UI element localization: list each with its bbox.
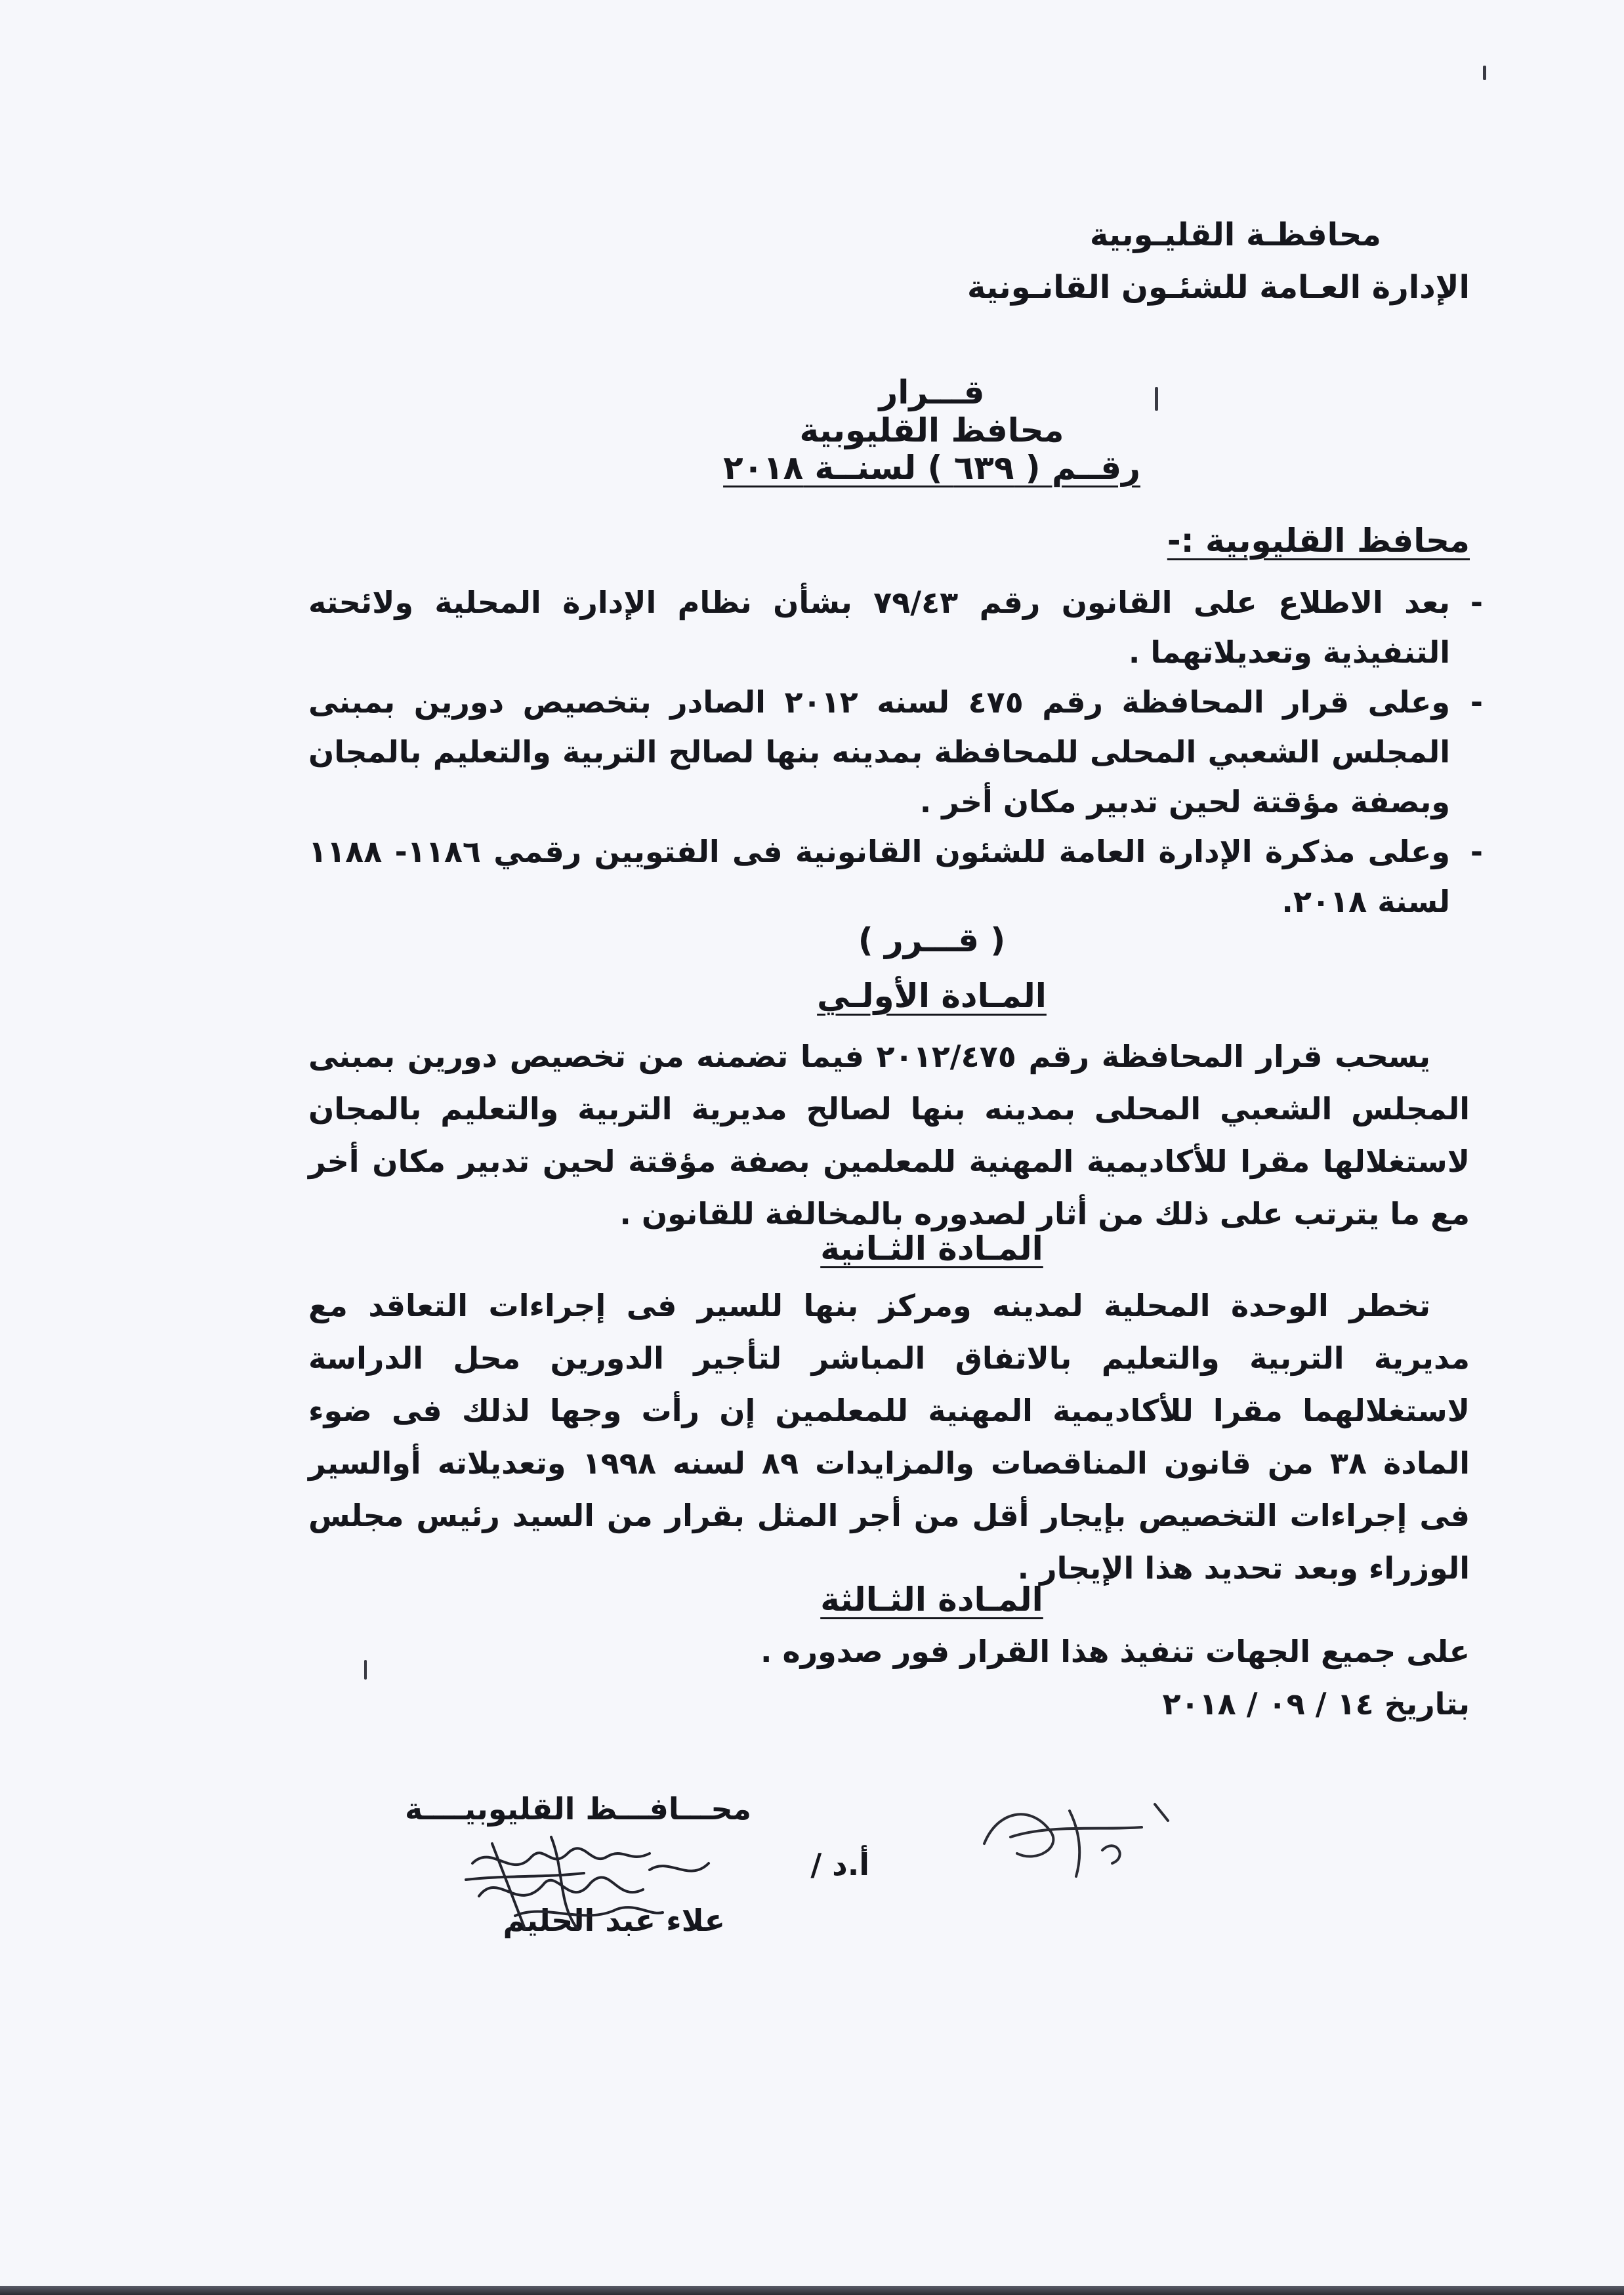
decided-heading: ( قـــرر ) xyxy=(858,921,1006,959)
signatory-prefix: أ.د / xyxy=(810,1847,869,1882)
article-1-heading: المـادة الأولـي xyxy=(817,977,1047,1015)
dash-bullet: - xyxy=(1470,684,1483,720)
list-item: - وعلى قرار المحافظة رقم ٤٧٥ لسنه ٢٠١٢ الصادر بتخصيص دورين بمبنى المجلس الشعبي المحلى للمحافظة بمدينه بنها لصالح التربية والتعليم بالمجان وبصفة مؤقتة لحين تدبير مكان أخر . xyxy=(308,677,1483,827)
list-item: - بعد الاطلاع على القانون رقم ٧٩/٤٣ بشأن نظام الإدارة المحلية ولائحته التنفيذية وتعديلاتهما . xyxy=(308,577,1483,677)
initials-signature xyxy=(971,1791,1181,1883)
scan-mark xyxy=(1483,66,1486,80)
article-3-heading-block xyxy=(394,1581,1470,1619)
scan-mark xyxy=(1155,387,1158,411)
governorate-header: محافظـة القليـوبية xyxy=(1089,217,1381,253)
article-1-heading-block xyxy=(394,978,1470,1016)
department-header: الإدارة العـامة للشئـون القانـونية xyxy=(967,269,1470,306)
decided-heading-block xyxy=(394,922,1470,960)
article-2-heading: المـادة الثـانية xyxy=(820,1230,1043,1268)
decree-date: بتاريخ ١٤ / ٠٩ / ٢٠١٨ xyxy=(1162,1686,1470,1722)
article-1-text: يسحب قرار المحافظة رقم ٢٠١٢/٤٧٥ فيما تضمنه من تخصيص دورين بمبنى المجلس الشعبي المحلى بمدينه بنها لصالح مديرية التربية والتعليم بالمجان لاستغلالها مقرا للأكاديمية المهنية للمعلمين بصفة مؤقتة لحين تدبير مكان أخر مع ما يترتب على ذلك من أثار لصدوره بالمخالفة للقانون . xyxy=(308,1039,1470,1231)
preamble-label: محافظ القليوبية :- xyxy=(1167,522,1470,560)
scan-mark xyxy=(364,1660,367,1680)
handwritten-signature xyxy=(453,1817,820,1955)
list-item: - وعلى مذكرة الإدارة العامة للشئون القانونية فى الفتويين رقمي ١١٨٦- ١١٨٨ لسنة ٢٠١٨. xyxy=(308,827,1483,926)
decree-number-line: رقــم ( ٦٣٩ ) لسنــة ٢٠١٨ xyxy=(723,449,1140,487)
scan-bottom-edge xyxy=(0,2286,1624,2295)
article-3-heading: المـادة الثـالثة xyxy=(820,1581,1043,1619)
dash-bullet: - xyxy=(1470,585,1483,620)
preamble-list xyxy=(308,577,1483,926)
article-3-text: على جميع الجهات تنفيذ هذا القرار فور صدوره . xyxy=(760,1634,1470,1669)
decision-title: قـــرار xyxy=(879,373,985,411)
decree-title-block xyxy=(394,374,1470,487)
signatory-name: علاء عبد الحليم xyxy=(503,1903,725,1938)
article-2-text: تخطر الوحدة المحلية لمدينه ومركز بنها للسير فى إجراءات التعاقد مع مديرية التربية والتعليم بالاتفاق المباشر لتأجير الدورين محل الدراسة لاستغلالهما مقرا للأكاديمية المهنية للمعلمين إن رأت وجها لذلك فى ضوء المادة ٣٨ من قانون المناقصات والمزايدات ٨٩ لسنه ١٩٩٨ وتعديلاته أوالسير فى إجراءات التخصيص بإيجار أقل من أجر المثل بقرار من السيد رئيس مجلس الوزراء وبعد تحديد هذا الإيجار . xyxy=(308,1288,1470,1586)
dash-bullet: - xyxy=(1470,834,1483,869)
signatory-title: محـــافـــظ القليوبيــــة xyxy=(404,1791,751,1827)
article-2-heading-block xyxy=(394,1230,1470,1268)
authority-title: محافظ القليوبية xyxy=(799,411,1064,449)
